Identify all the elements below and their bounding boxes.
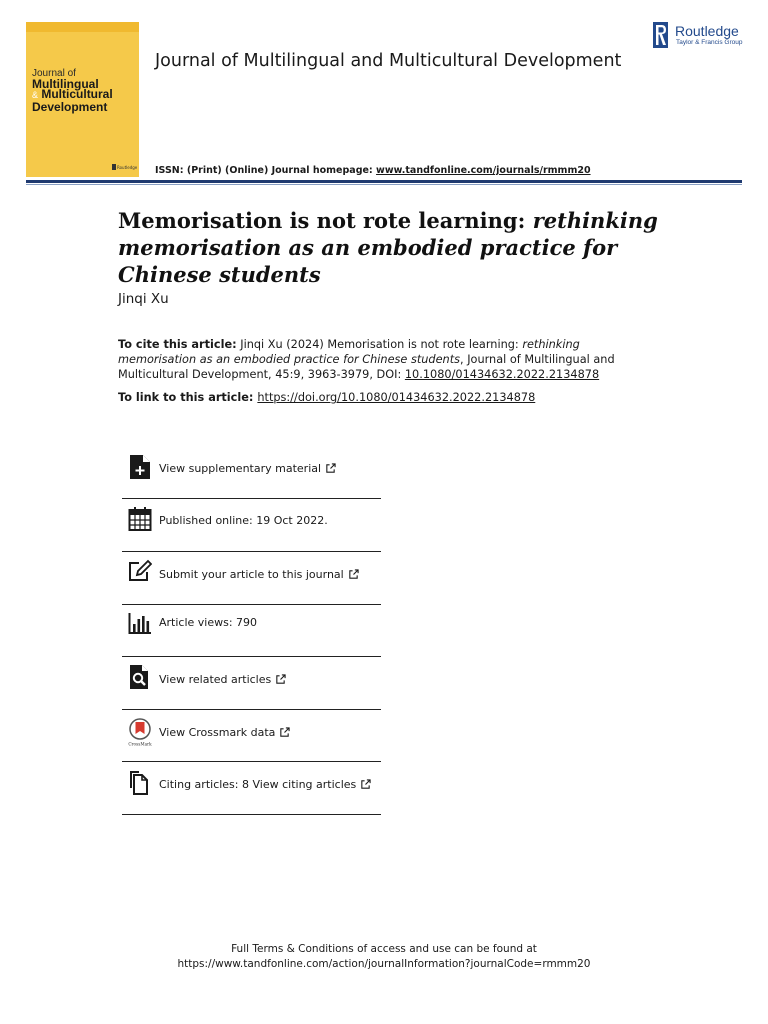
published-online-label: Published online: 19 Oct 2022. [159,514,328,527]
related-articles-icon [128,664,152,690]
citing-articles-label: Citing articles: 8 View citing articles [159,778,357,791]
citation-block [118,337,648,382]
bar-chart-icon [128,611,152,637]
cite-doi-link[interactable]: 10.1080/01434632.2022.2134878 [404,368,600,381]
external-link-icon [325,463,336,474]
related-articles-label: View related articles [159,673,272,686]
external-link-icon [348,569,359,580]
external-link-icon [360,779,371,790]
submit-article-label: Submit your article to this journal [159,568,344,581]
info-separator [122,656,381,657]
citing-articles-icon [128,770,152,796]
info-separator [122,604,381,605]
issn-text: ISSN: (Print) (Online) Journal homepage: [155,165,377,176]
header-rule [26,180,742,183]
terms-footer-url[interactable]: https://www.tandfonline.com/action/journalInformation?journalCode=rmmm20 [177,958,591,970]
issn-homepage-line [155,165,591,176]
article-title-main: Memorisation is not rote learning: [118,208,533,233]
crossmark-link[interactable] [159,726,290,739]
related-articles-link[interactable] [159,673,286,686]
supplementary-material-link[interactable] [159,462,336,475]
header-rule-thin [26,184,742,185]
external-link-icon [279,727,290,738]
terms-footer-line1: Full Terms & Conditions of access and use can be found at [231,943,537,955]
cover-publisher-name: Routledge [117,164,138,170]
cite-title-italic: rethinking memorisation as an embodied practice for Chinese students [118,338,580,366]
cover-title-line1: Journal of [32,68,76,79]
cite-label: To cite this article: [118,338,237,351]
cover-title-amp: & [32,90,39,100]
cover-publisher-mark [112,164,137,170]
routledge-logo-icon [653,22,668,48]
journal-title: Journal of Multilingual and Multicultural Development [155,51,622,71]
info-separator [122,498,381,499]
info-separator [122,814,381,815]
supplementary-material-label: View supplementary material [159,462,322,475]
article-title-subtitle: rethinking memorisation as an embodied practice for Chinese students [118,208,658,287]
info-separator [122,551,381,552]
cover-title-line2: Multilingual [32,77,99,91]
link-label: To link to this article: [118,391,258,404]
article-author: Jinqi Xu [118,291,169,307]
publisher-subtitle: Taylor & Francis Group [676,39,743,46]
article-views-label: Article views: 790 [159,616,258,629]
journal-cover-thumbnail [26,22,139,177]
external-link-icon [275,674,286,685]
info-separator [122,709,381,710]
cite-text-start: Jinqi Xu (2024) Memorisation is not rote learning: [236,338,523,351]
terms-footer [0,942,768,972]
crossmark-label: View Crossmark data [159,726,276,739]
citing-articles-link[interactable] [159,778,371,791]
journal-homepage-link[interactable]: www.tandfonline.com/journals/rmmm20 [376,165,591,176]
crossmark-icon [128,717,152,747]
edit-icon [128,559,152,585]
publisher-name: Routledge [675,23,739,39]
cite-text-end: , Journal of Multilingual and Multicultural Development, 45:9, 3963-3979, DOI: [118,353,615,381]
calendar-icon [128,506,152,532]
publisher-logo[interactable] [653,22,753,50]
info-separator [122,761,381,762]
article-title [118,207,678,288]
submit-article-link[interactable] [159,568,359,581]
cover-publisher-icon [112,164,116,170]
article-link-line [118,391,535,404]
cover-title-line4: Development [32,100,108,114]
cover-top-band [26,22,139,32]
article-doi-link[interactable]: https://doi.org/10.1080/01434632.2022.2134878 [257,391,536,404]
crossmark-caption: CrossMark [128,741,152,747]
supplementary-file-icon [128,454,152,480]
cover-title-line3: Multicultural [41,87,113,101]
